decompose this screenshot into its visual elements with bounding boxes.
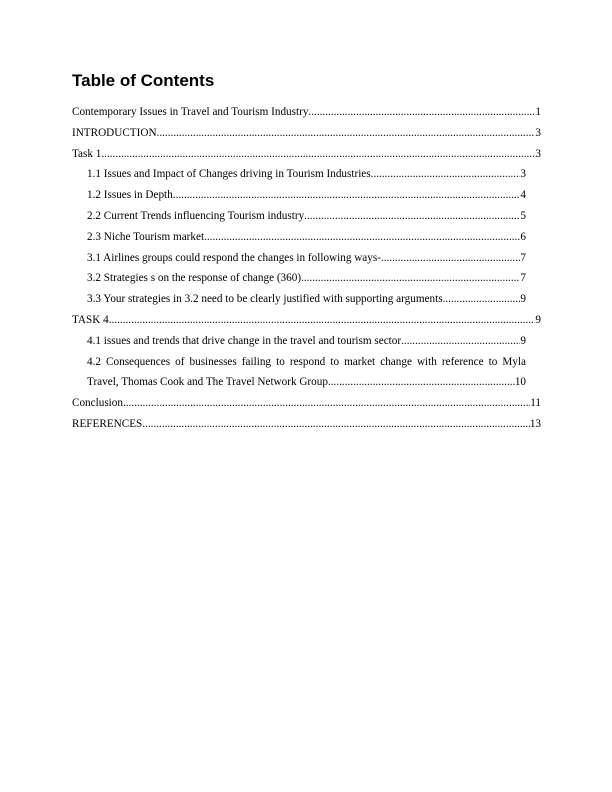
- toc-entry-label: 2.2 Current Trends influencing Tourism industry: [87, 209, 305, 222]
- toc-entry-task-4[interactable]: [72, 310, 541, 331]
- toc-entry-label: 1.2 Issues in Depth: [87, 189, 173, 202]
- toc-entry-label: 3.1 Airlines groups could respond the changes in following ways-: [87, 251, 381, 264]
- dot-leader: [109, 310, 536, 331]
- toc-entry-conclusion[interactable]: [72, 393, 541, 414]
- toc-entry-label: 4.1 issues and trends that drive change in the travel and tourism sector: [87, 334, 402, 347]
- toc-entry-page-number: 11: [530, 397, 541, 410]
- toc-entry-page-number: 3: [520, 168, 526, 181]
- toc-entry-2-3[interactable]: [72, 227, 541, 248]
- toc-entry-page-number: 3: [535, 126, 541, 139]
- dot-leader: [142, 414, 530, 435]
- toc-entry-label: Conclusion: [72, 397, 123, 410]
- toc-entry-page-number: 9: [520, 293, 526, 306]
- toc-entry-page-number: 10: [514, 376, 526, 389]
- toc-entry-page-number: 3: [535, 147, 541, 160]
- toc-entry-page-number: 4: [520, 189, 526, 202]
- dot-leader: [371, 164, 521, 185]
- toc-entry-task-1[interactable]: [72, 144, 541, 165]
- toc-entry-label-line-1: 4.2 Consequences of businesses failing to respond to market change with reference to Myla: [87, 355, 526, 368]
- toc-entry-page-number: 1: [535, 106, 541, 118]
- dot-leader: [157, 123, 536, 144]
- dot-leader: [123, 393, 530, 414]
- toc-entry-page-number: 9: [535, 313, 541, 326]
- dot-leader: [401, 331, 520, 352]
- toc-entry-references[interactable]: [72, 414, 541, 435]
- toc-entry-page-number: 7: [520, 272, 526, 285]
- toc-entry-label-line-2: Travel, Thomas Cook and The Travel Network Group: [87, 376, 328, 389]
- toc-entry-label: 1.1 Issues and Impact of Changes driving in Tourism Industries: [87, 168, 371, 181]
- toc-entry-introduction[interactable]: [72, 123, 541, 144]
- dot-leader: [101, 144, 535, 165]
- toc-entry-label: 3.3 Your strategies in 3.2 need to be clearly justified with supporting arguments: [87, 293, 443, 306]
- toc-entry-3-1[interactable]: [72, 248, 541, 269]
- toc-title: Table of Contents: [72, 71, 215, 90]
- dot-leader: [443, 289, 521, 310]
- toc-entry-4-1[interactable]: [72, 331, 541, 352]
- dot-leader: [308, 102, 535, 123]
- toc-entry-page-number: 6: [520, 230, 526, 243]
- toc-entry-1-1[interactable]: [72, 164, 541, 185]
- toc-entry-4-2[interactable]: [72, 352, 541, 394]
- toc-entry-page-number: 13: [529, 417, 541, 430]
- toc-entry-3-3[interactable]: [72, 289, 541, 310]
- dot-leader: [381, 248, 520, 269]
- toc-entry-page-number: 5: [520, 209, 526, 222]
- dot-leader: [304, 206, 520, 227]
- toc-entry-contemporary-issues[interactable]: [72, 102, 541, 123]
- dot-leader: [173, 185, 521, 206]
- toc-entry-3-2[interactable]: [72, 268, 541, 289]
- toc-entry-label: Task 1: [72, 147, 102, 160]
- toc-entry-label: 2.3 Niche Tourism market: [87, 230, 205, 243]
- toc-entry-label: REFERENCES: [72, 417, 143, 430]
- toc-list: [72, 102, 541, 435]
- toc-entry-page-number: 7: [520, 251, 526, 264]
- dot-leader: [328, 372, 515, 393]
- toc-entry-label: 3.2 Strategies s on the response of change (360): [87, 272, 302, 285]
- toc-entry-1-2[interactable]: [72, 185, 541, 206]
- toc-entry-line-2: [87, 372, 526, 393]
- dot-leader: [204, 227, 520, 248]
- toc-entry-label: TASK 4: [72, 313, 109, 326]
- toc-entry-label: INTRODUCTION: [72, 126, 157, 139]
- toc-entry-2-2[interactable]: [72, 206, 541, 227]
- toc-entry-label: Contemporary Issues in Travel and Tourism Industry: [72, 106, 309, 118]
- toc-entry-page-number: 9: [520, 334, 526, 347]
- dot-leader: [301, 268, 520, 289]
